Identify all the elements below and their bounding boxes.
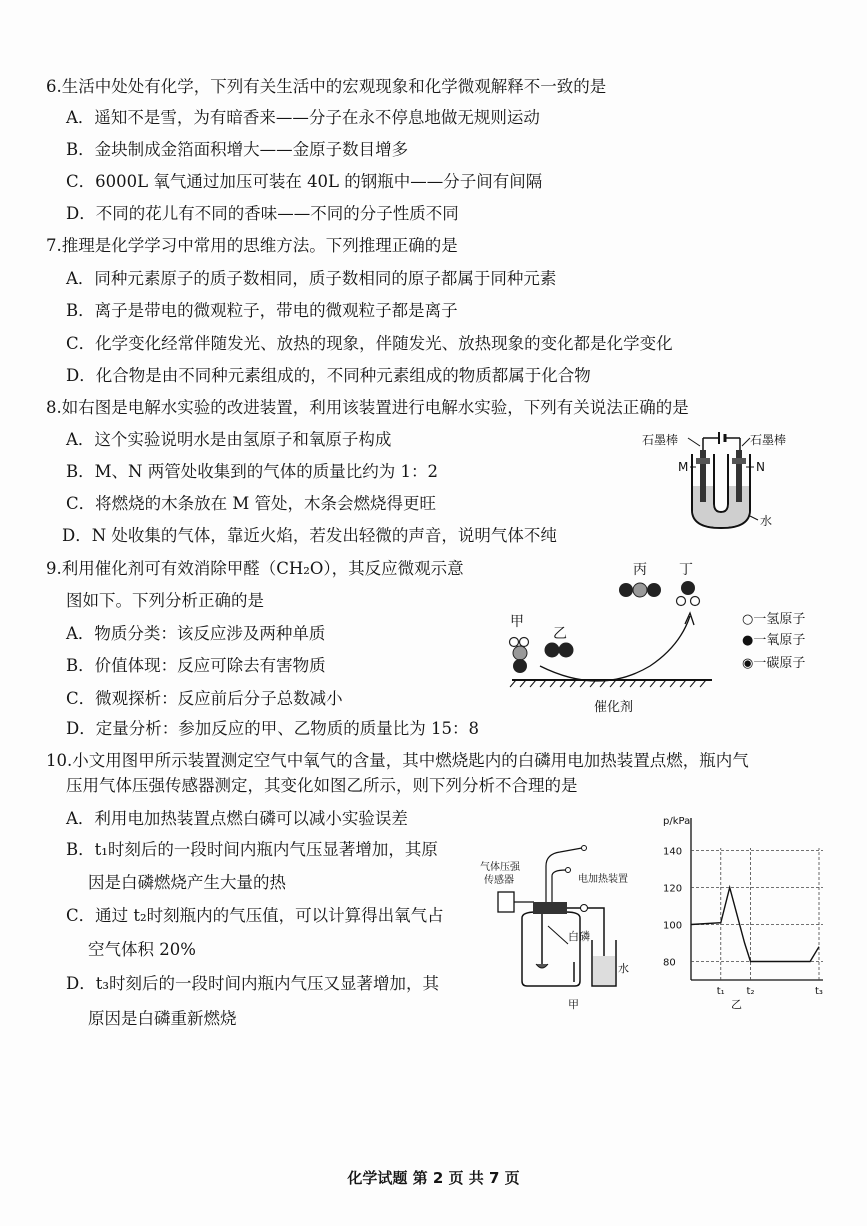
tube-m-label: M [678,460,689,474]
q7-option-a: A．同种元素原子的质子数相同，质子数相同的原子都属于同种元素 [66,269,557,288]
q8-option-a: A．这个实验说明水是由氢原子和氧原子构成 [66,430,392,449]
oxygen-measurement-apparatus [470,836,650,1016]
page-footer: 化学试题 第 2 页 共 7 页 [347,1169,520,1187]
ding-h-atom-1 [677,597,686,606]
q6-option-b: B．金块制成金箔面积增大——金原子数目增多 [66,140,409,159]
jia-o-atom [513,659,527,673]
graph-ytick-120: 120 [663,883,683,895]
yi-label: 乙 [553,626,567,642]
sensor-label-line1: 气体压强 [480,862,520,873]
legend-hydrogen: ○一氢原子 [742,612,806,627]
jia-c-atom [513,646,527,660]
q8-option-b: B．M、N 两管处收集到的气体的质量比约为 1：2 [66,462,438,481]
bing-o-atom-2 [647,583,661,597]
apparatus-caption: 甲 [568,998,579,1011]
q8-option-d: D．N 处收集的气体，靠近火焰，若发出轻微的声音，说明气体不纯 [62,526,557,545]
q10-option-c-line1: C．通过 t₂时刻瓶内的气压值，可以计算得出氧气占 [66,906,444,925]
tube-n-label: N [756,460,765,474]
q9-option-c: C．微观探析：反应前后分子总数减小 [66,689,343,708]
legend-oxygen: ●一氧原子 [742,633,806,648]
pressure-series-line [691,888,819,962]
left-electrode-label: 石墨棒 [642,433,679,447]
graph-ytick-100: 100 [663,920,683,932]
graph-xtick-2: t₃ [815,986,823,997]
graph-ytick-80: 80 [663,957,676,969]
q10-option-d-line1: D．t₃时刻后的一段时间内瓶内气压又显著增加，其 [66,974,439,993]
phosphorus-label: 白磷 [568,930,590,943]
graph-ylabel: p/kPa [663,816,691,827]
q10-option-b-line2: 因是白磷燃烧产生大量的热 [88,873,286,892]
q7-option-d: D．化合物是由不同种元素组成的，不同种元素组成的物质都属于化合物 [66,366,591,385]
yi-o-atom-1 [545,643,560,658]
q8-stem: 8.如右图是电解水实验的改进装置，利用该装置进行电解水实验，下列有关说法正确的是 [46,398,689,417]
bing-c-atom [633,583,647,597]
q10-stem-line2: 压用气体压强传感器测定，其变化如图乙所示，则下列分析不合理的是 [66,776,578,795]
q9-stem-line2: 图如下。下列分析正确的是 [66,591,264,610]
electrolysis-apparatus-figure [640,424,840,536]
pressure-time-graph [655,808,835,1018]
q10-option-a: A．利用电加热装置点燃白磷可以减小实验误差 [66,809,408,828]
q10-stem-line1: 10.小文用图甲所示装置测定空气中氧气的含量，其中燃烧匙内的白磷用电加热装置点燃，瓶内气 [46,751,749,770]
q9-stem-line1: 9.利用催化剂可有效消除甲醛（CH₂O），其反应微观示意 [46,559,464,578]
sensor-label-line2: 传感器 [484,875,514,886]
q9-option-a: A．物质分类：该反应涉及两种单质 [66,624,326,643]
catalyst-label: 催化剂 [594,700,634,715]
q10-option-b-line1: B．t₁时刻后的一段时间内瓶内气压显著增加，其原 [66,840,438,859]
q7-stem: 7.推理是化学学习中常用的思维方法。下列推理正确的是 [46,236,458,255]
jia-h-atom-1 [510,638,519,647]
graph-ytick-140: 140 [663,846,683,858]
graph-caption: 乙 [731,998,742,1011]
q10-option-c-line2: 空气体积 20% [88,940,196,959]
bing-label: 丙 [633,562,647,578]
yi-o-atom-2 [559,643,574,658]
water-label: 水 [760,514,773,528]
jia-h-atom-2 [520,638,529,647]
legend-carbon: ◉一碳原子 [742,656,806,671]
water-label-apparatus: 水 [618,962,629,975]
q9-option-b: B．价值体现：反应可除去有害物质 [66,656,326,675]
q7-option-c: C．化学变化经常伴随发光、放热的现象，伴随发光、放热现象的变化都是化学变化 [66,334,673,353]
q6-option-c: C．6000L 氧气通过加压可装在 40L 的钢瓶中——分子间有间隔 [66,172,543,191]
heater-label: 电加热装置 [578,874,628,885]
jia-label: 甲 [510,614,524,630]
q6-option-d: D．不同的花儿有不同的香味——不同的分子性质不同 [66,204,459,223]
q7-option-b: B．离子是带电的微观粒子，带电的微观粒子都是离子 [66,301,458,320]
graph-xtick-0: t₁ [716,986,725,997]
ding-h-atom-2 [691,597,700,606]
q6-stem: 6.生活中处处有化学，下列有关生活中的宏观现象和化学微观解释不一致的是 [46,77,607,96]
graph-xtick-1: t₂ [746,986,755,997]
q9-option-d: D．定量分析：参加反应的甲、乙物质的质量比为 15：8 [66,719,479,738]
reaction-micro-diagram [500,556,845,716]
ding-o-atom [681,581,695,595]
q8-option-c: C．将燃烧的木条放在 M 管处，木条会燃烧得更旺 [66,494,437,513]
ding-label: 丁 [679,562,693,578]
q10-option-d-line2: 原因是白磷重新燃烧 [88,1009,237,1028]
right-electrode-label: 石墨棒 [750,433,787,447]
bing-o-atom-1 [619,583,633,597]
q6-option-a: A．遥知不是雪，为有暗香来——分子在永不停息地做无规则运动 [66,108,540,127]
